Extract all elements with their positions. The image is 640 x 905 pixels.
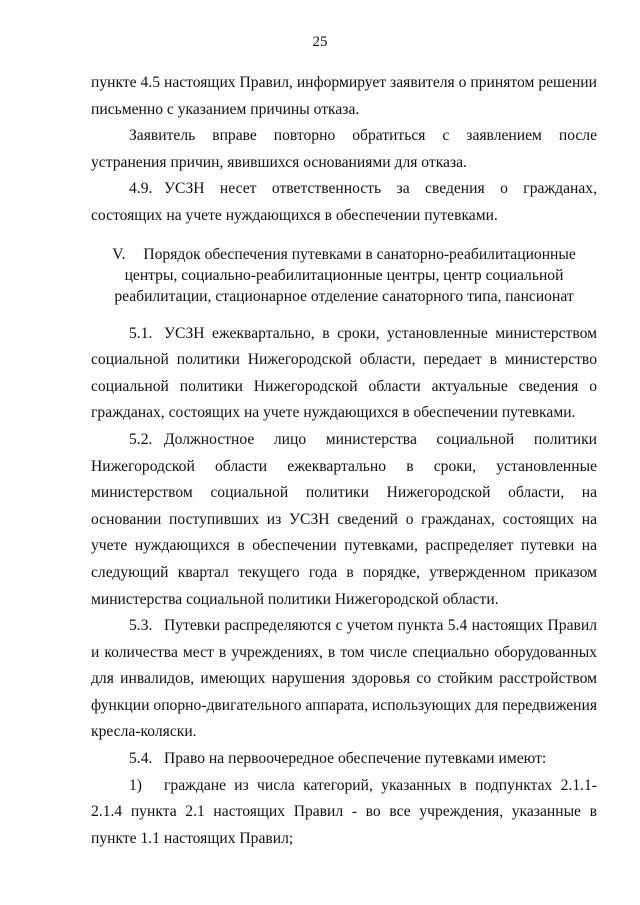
document-body xyxy=(91,70,597,852)
paragraph-5-2: 5.2. Должностное лицо министерства социальной политики Нижегородской области ежеквартально в сроки, установленные министерством социальной политики Нижегородской области, на основании поступивших из УСЗН сведений о гражданах, состоящих на учете нуждающихся в обеспечении путевками, распределяет путевки на следующий квартал текущего года в порядке, утвержденном приказом министерства социальной политики Нижегородской области. xyxy=(91,427,597,613)
clause-number: 5.1. xyxy=(129,324,153,342)
paragraph: Заявитель вправе повторно обратиться с заявлением после устранения причин, явившихся основаниями для отказа. xyxy=(91,127,597,171)
paragraph-5-4-1: 1) граждане из числа категорий, указанных в подпунктах 2.1.1-2.1.4 пункта 2.1 настоящих Правил - во все учреждения, указанные в пункте 1.1 настоящих Правил; xyxy=(91,773,597,853)
clause-number: 5.4. xyxy=(129,750,153,768)
paragraph: пункте 4.5 настоящих Правил, информирует заявителя о принятом решении письменно с указанием причины отказа. xyxy=(91,74,597,118)
clause-number: 5.3. xyxy=(129,617,153,635)
paragraph-4-9: 4.9. УСЗН несет ответственность за сведения о гражданах, состоящих на учете нуждающихся в обеспечении путевками. xyxy=(91,176,597,229)
clause-number: 5.2. xyxy=(129,430,153,448)
paragraph-5-4: 5.4. Право на первоочередное обеспечение путевками имеют: xyxy=(91,746,597,773)
clause-number: 1) xyxy=(129,776,142,794)
page-number: 25 xyxy=(312,34,328,50)
paragraph-5-1: 5.1. УСЗН ежеквартально, в сроки, установленные министерством социальной политики Нижегородской области, передает в министерство социальной политики Нижегородской области актуальные сведения о гражданах, состоящих на учете нуждающихся в обеспечении путевками. xyxy=(91,321,597,427)
clause-number: 4.9. xyxy=(129,180,153,198)
section-number: V. xyxy=(112,245,126,263)
section-heading: V. Порядок обеспечения путевками в санаторно-реабилитационные центры, социально-реабилитационные центры, центр социальной реабилитации, стационарное отделение санаторного типа, пансионат xyxy=(112,245,576,305)
paragraph-5-3: 5.3. Путевки распределяются с учетом пункта 5.4 настоящих Правил и количества мест в учреждениях, в том числе специально оборудованных для инвалидов, имеющих нарушения здоровья со стойким расстройством функции опорно-двигательного аппарата, использующих для передвижения кресла-коляски. xyxy=(91,613,597,746)
